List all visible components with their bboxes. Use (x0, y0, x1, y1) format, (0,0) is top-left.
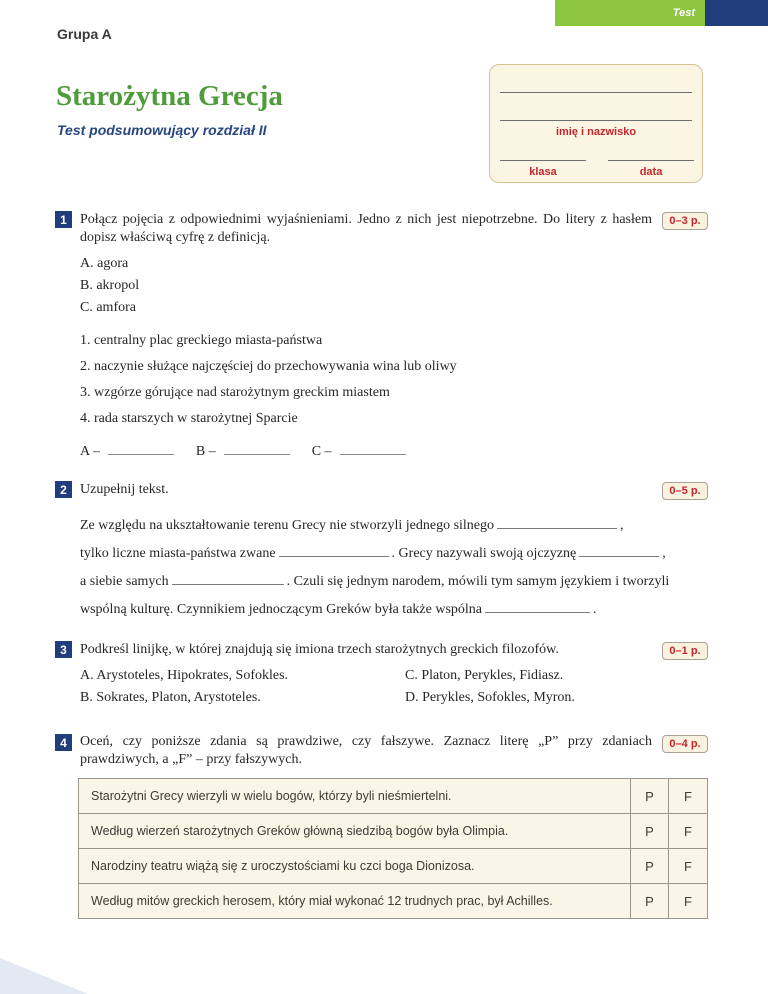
false-cell: F (684, 823, 692, 839)
task2-cloze-line (80, 515, 624, 534)
task1-definition: 3. wzgórze górujące nad starożytnym greckim miastem (80, 385, 390, 400)
page-corner-decoration (0, 958, 88, 994)
fill-in-blank (279, 543, 389, 557)
statement-cell: Narodziny teatru wiążą się z uroczystościami ku czci boga Dionizosa. (79, 849, 631, 883)
page-subtitle: Test podsumowujący rozdział II (57, 122, 267, 138)
true-cell: P (631, 884, 669, 918)
name-box (489, 64, 703, 183)
answer-label-c: C – (311, 444, 332, 459)
header-tab-label: Test (672, 7, 695, 19)
true-cell: P (631, 849, 669, 883)
task3-number-badge: 3 (55, 641, 72, 658)
date-label: data (639, 166, 663, 178)
false-cell: F (684, 893, 692, 909)
cloze-text: . Grecy nazywali swoją ojczyznę (391, 546, 577, 561)
task1-definition: 2. naczynie służące najczęściej do przechowywania wina lub oliwy (80, 359, 457, 374)
true-false-table (78, 778, 708, 919)
task1-answer-row (80, 441, 406, 460)
class-write-line (500, 160, 586, 161)
name-label: imię i nazwisko (555, 126, 637, 138)
cloze-text: a siebie samych (80, 574, 169, 589)
fill-in-blank (579, 543, 659, 557)
cloze-text: tylko liczne miasta-państwa zwane (80, 546, 276, 561)
statement-cell: Według wierzeń starożytnych Greków główną siedzibą bogów była Olimpia. (79, 814, 631, 848)
name-write-line (500, 92, 692, 93)
task1-definition: 4. rada starszych w starożytnej Sparcie (80, 411, 298, 426)
cloze-text: . Czuli się jednym narodem, mówili tym samym językiem i tworzyli (286, 574, 670, 589)
date-write-line (608, 160, 694, 161)
task3-points-badge: 0–1 p. (662, 642, 708, 660)
task2-cloze-line (80, 571, 669, 590)
statement-cell: Według mitów greckich herosem, który miał wykonać 12 trudnych prac, był Achilles. (79, 884, 631, 918)
page-title: Starożytna Grecja (56, 80, 283, 112)
task3-option: D. Perykles, Sofokles, Myron. (405, 690, 575, 705)
task4-instruction: Oceń, czy poniższe zdania są prawdziwe, czy fałszywe. Zaznacz literę „P” przy zdaniach prawdziwych, a „F” – przy fałszywych. (80, 734, 652, 767)
task1-instruction: Połącz pojęcia z odpowiednimi wyjaśnieniami. Jedno z nich jest niepotrzebne. Do litery z hasłem dopisz właściwą cyfrę z definicją. (80, 212, 652, 245)
name-write-line (500, 120, 692, 121)
class-label: klasa (529, 166, 557, 178)
statement-cell: Starożytni Grecy wierzyli w wielu bogów, którzy byli nieśmiertelni. (79, 779, 631, 813)
task4-number-badge: 4 (55, 734, 72, 751)
cloze-text: Ze względu na ukształtowanie terenu Grecy nie stworzyli jednego silnego (80, 518, 495, 533)
table-row (79, 849, 707, 884)
table-row (79, 884, 707, 918)
task2-points-badge: 0–5 p. (662, 482, 708, 500)
header-tab (555, 0, 705, 26)
false-cell: F (684, 858, 692, 874)
true-cell: P (631, 779, 669, 813)
cloze-text: . (593, 602, 597, 617)
answer-label-a: A – (80, 444, 100, 459)
task3-instruction: Podkreśl linijkę, w której znajdują się imiona trzech starożytnych greckich filozofów. (80, 642, 559, 657)
answer-write-line (224, 441, 290, 455)
fill-in-blank (485, 599, 590, 613)
task2-cloze-line (80, 599, 597, 618)
task4-points-badge: 0–4 p. (662, 735, 708, 753)
answer-write-line (108, 441, 174, 455)
answer-write-line (340, 441, 406, 455)
fill-in-blank (172, 571, 284, 585)
task2-number-badge: 2 (55, 481, 72, 498)
task2-instruction: Uzupełnij tekst. (80, 482, 169, 497)
task3-option: C. Platon, Perykles, Fidiasz. (405, 668, 564, 683)
table-row (79, 814, 707, 849)
cloze-text: , (662, 546, 666, 561)
task3-option: B. Sokrates, Platon, Arystoteles. (80, 690, 261, 705)
task3-option: A. Arystoteles, Hipokrates, Sofokles. (80, 668, 289, 683)
task1-term: C. amfora (80, 300, 136, 315)
cloze-text: wspólną kulturę. Czynnikiem jednoczącym Greków była także wspólna (80, 602, 482, 617)
task1-definition: 1. centralny plac greckiego miasta-państwa (80, 333, 323, 348)
cloze-text: , (620, 518, 624, 533)
answer-label-b: B – (195, 444, 216, 459)
task1-number-badge: 1 (55, 211, 72, 228)
task1-term: A. agora (80, 256, 129, 271)
fill-in-blank (497, 515, 617, 529)
true-cell: P (631, 814, 669, 848)
task1-points-badge: 0–3 p. (662, 212, 708, 230)
task2-cloze-line (80, 543, 666, 562)
group-label: Grupa A (57, 26, 112, 42)
header-corner-block (705, 0, 768, 26)
table-row (79, 779, 707, 814)
task1-term: B. akropol (80, 278, 140, 293)
false-cell: F (684, 788, 692, 804)
